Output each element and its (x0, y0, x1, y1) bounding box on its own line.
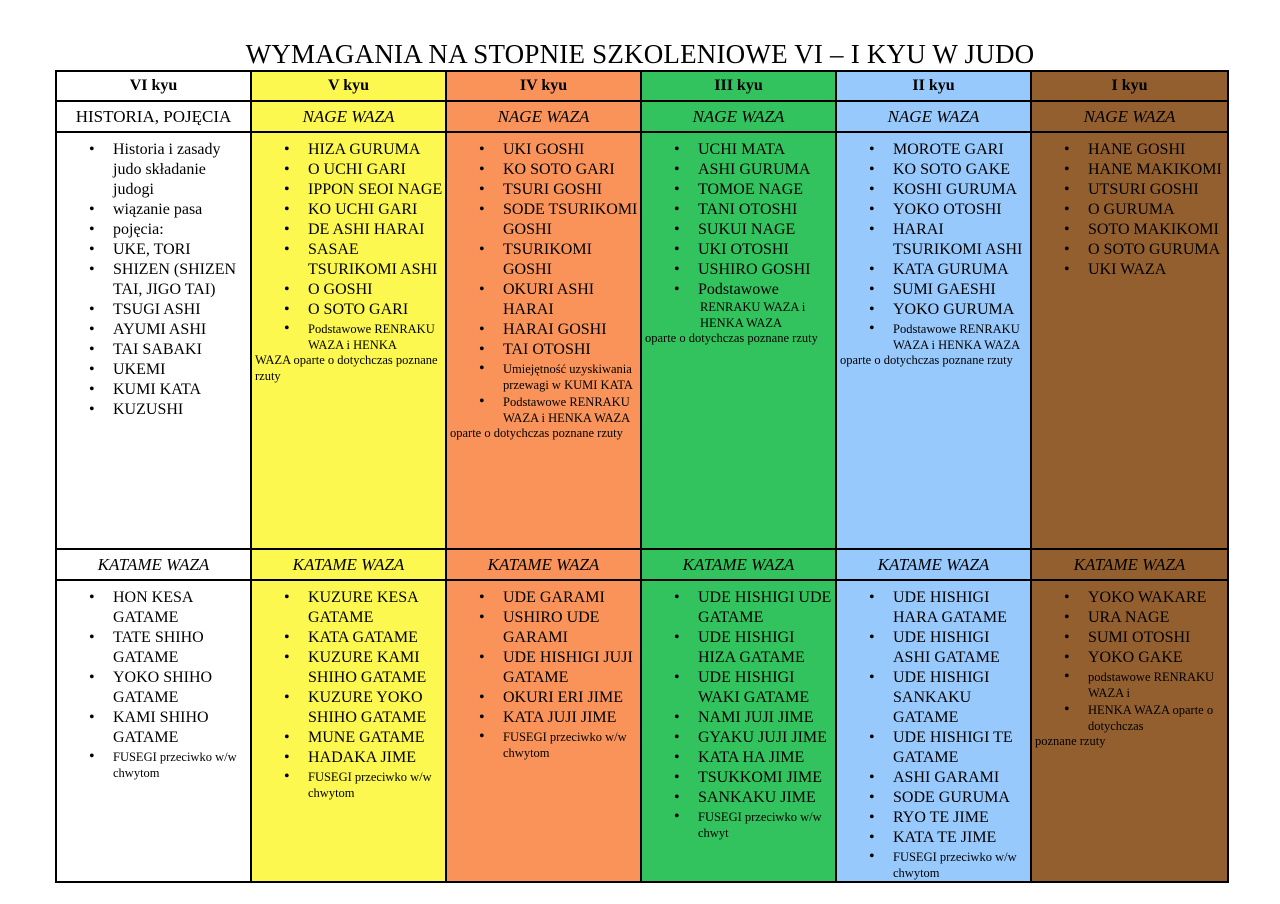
technique-item: • UDE HISHIGI SANKAKU GATAME (893, 668, 1028, 728)
technique-item: • SHIZEN (SHIZEN TAI, JIGO TAI) (113, 260, 248, 300)
note-item: • Umiejętność uzyskiwania przewagi w KUMI KATA (503, 362, 638, 393)
technique-item: • MUNE GATAME (308, 728, 443, 748)
technique-item: • KOSHI GURUMA (893, 180, 1028, 200)
section-title: KATAME WAZA (56, 549, 251, 580)
body-row-katame (56, 580, 1228, 882)
technique-item: • TAI OTOSHI (503, 340, 638, 360)
technique-item: • UCHI MATA (698, 140, 833, 160)
technique-item: • HARAI TSURIKOMI ASHI (893, 220, 1028, 260)
requirements-cell (251, 132, 446, 549)
note-item: • FUSEGI przeciwko w/w chwytom (503, 730, 638, 761)
technique-list (447, 133, 640, 426)
requirements-cell (641, 132, 836, 549)
technique-item: • UKE, TORI (113, 240, 248, 260)
technique-item: • UDE GARAMI (503, 588, 638, 608)
technique-item: • TANI OTOSHI (698, 200, 833, 220)
grade-header: IV kyu (446, 71, 641, 101)
technique-list (57, 133, 250, 420)
note-item: • FUSEGI przeciwko w/w chwyt (698, 810, 833, 841)
technique-item: • KAMI SHIHO GATAME (113, 708, 248, 748)
technique-item: • TSUGI ASHI (113, 300, 248, 320)
technique-item: • MOROTE GARI (893, 140, 1028, 160)
section-title: KATAME WAZA (1031, 549, 1228, 580)
technique-item: • TOMOE NAGE (698, 180, 833, 200)
technique-item: • URA NAGE (1088, 608, 1225, 628)
technique-item: • KO UCHI GARI (308, 200, 443, 220)
technique-item: • YOKO OTOSHI (893, 200, 1028, 220)
note-item: • Podstawowe RENRAKU WAZA i HENKA WAZA (503, 395, 638, 426)
technique-item: • UKI WAZA (1088, 260, 1225, 280)
grade-header: III kyu (641, 71, 836, 101)
requirements-cell (446, 132, 641, 549)
technique-item: • UKI GOSHI (503, 140, 638, 160)
technique-item: • SUKUI NAGE (698, 220, 833, 240)
requirements-cell (251, 580, 446, 882)
technique-item: • ASHI GARAMI (893, 768, 1028, 788)
technique-item: • UDE HISHIGI UDE GATAME (698, 588, 833, 628)
technique-item: • KATA JUJI JIME (503, 708, 638, 728)
requirements-cell (1031, 580, 1228, 882)
grade-header: I kyu (1031, 71, 1228, 101)
technique-item: • HANE MAKIKOMI (1088, 160, 1225, 180)
technique-item: • TATE SHIHO GATAME (113, 628, 248, 668)
section-title: NAGE WAZA (1031, 101, 1228, 132)
requirements-cell (56, 132, 251, 549)
technique-item: • KUZURE KESA GATAME (308, 588, 443, 628)
technique-item: • KATA GURUMA (893, 260, 1028, 280)
note-item: • podstawowe RENRAKU WAZA i (1088, 670, 1225, 701)
requirements-table (55, 70, 1229, 883)
technique-item: • UDE HISHIGI WAKI GATAME (698, 668, 833, 708)
requirements-cell (641, 580, 836, 882)
body-row-nage (56, 132, 1228, 549)
technique-item: • KO SOTO GARI (503, 160, 638, 180)
technique-list (447, 581, 640, 761)
technique-item: • YOKO SHIHO GATAME (113, 668, 248, 708)
note-item: • Podstawowe RENRAKU WAZA i HENKA WAZA (893, 322, 1028, 353)
technique-item: • Podstawowe (698, 280, 833, 300)
technique-item: • USHIRO GOSHI (698, 260, 833, 280)
technique-item: • SOTO MAKIKOMI (1088, 220, 1225, 240)
grade-header: II kyu (836, 71, 1031, 101)
technique-item: • HANE GOSHI (1088, 140, 1225, 160)
note-item: • Podstawowe RENRAKU WAZA i HENKA (308, 322, 443, 353)
page-title: WYMAGANIA NA STOPNIE SZKOLENIOWE VI – I KYU W JUDO (245, 39, 1035, 69)
technique-item: • OKURI ERI JIME (503, 688, 638, 708)
technique-item: • ASHI GURUMA (698, 160, 833, 180)
technique-item: • SASAE TSURIKOMI ASHI (308, 240, 443, 280)
technique-item: • HIZA GURUMA (308, 140, 443, 160)
technique-item: • O SOTO GARI (308, 300, 443, 320)
technique-item: • O SOTO GURUMA (1088, 240, 1225, 260)
requirements-cell (1031, 132, 1228, 549)
technique-item: • TAI SABAKI (113, 340, 248, 360)
note-text: oparte o dotychczas poznane rzuty (840, 353, 1013, 367)
technique-item: • UTSURI GOSHI (1088, 180, 1225, 200)
note-item: • FUSEGI przeciwko w/w chwytom (113, 750, 248, 781)
technique-item: • UKI OTOSHI (698, 240, 833, 260)
technique-item: • SODE GURUMA (893, 788, 1028, 808)
technique-item: • wiązanie pasa (113, 200, 248, 220)
technique-item: • KATA HA JIME (698, 748, 833, 768)
technique-item: • GYAKU JUJI JIME (698, 728, 833, 748)
note-item: • FUSEGI przeciwko w/w chwytom (308, 770, 443, 801)
technique-item: • IPPON SEOI NAGE (308, 180, 443, 200)
technique-list (837, 581, 1030, 881)
technique-list (1032, 581, 1227, 734)
technique-item: • O GURUMA (1088, 200, 1225, 220)
requirements-cell (836, 132, 1031, 549)
technique-item: • KUZUSHI (113, 400, 248, 420)
grade-header: VI kyu (56, 71, 251, 101)
technique-item: • UDE HISHIGI TE GATAME (893, 728, 1028, 768)
technique-item: • RYO TE JIME (893, 808, 1028, 828)
technique-item: • KUZURE YOKO SHIHO GATAME (308, 688, 443, 728)
technique-list (642, 133, 835, 300)
section-title: HISTORIA, POJĘCIA (56, 101, 251, 132)
technique-item: • HADAKA JIME (308, 748, 443, 768)
technique-item: • SUMI GAESHI (893, 280, 1028, 300)
technique-item: • KO SOTO GAKE (893, 160, 1028, 180)
technique-item: • O UCHI GARI (308, 160, 443, 180)
technique-item: • UDE HISHIGI HIZA GATAME (698, 628, 833, 668)
technique-list (837, 133, 1030, 353)
section-title: NAGE WAZA (446, 101, 641, 132)
section-title: KATAME WAZA (836, 549, 1031, 580)
section-title: KATAME WAZA (446, 549, 641, 580)
technique-item: • TSUKKOMI JIME (698, 768, 833, 788)
technique-item: • HON KESA GATAME (113, 588, 248, 628)
technique-item: • USHIRO UDE GARAMI (503, 608, 638, 648)
section-title: KATAME WAZA (641, 549, 836, 580)
technique-item: • Historia i zasady judo składanie judogi (113, 140, 248, 200)
technique-item: • O GOSHI (308, 280, 443, 300)
requirements-cell (56, 580, 251, 882)
technique-item: • OKURI ASHI HARAI (503, 280, 638, 320)
technique-list (252, 133, 445, 353)
note-item: • FUSEGI przeciwko w/w chwytom (893, 850, 1028, 881)
technique-item: • TSURI GOSHI (503, 180, 638, 200)
technique-item: • KATA TE JIME (893, 828, 1028, 848)
section-title: NAGE WAZA (836, 101, 1031, 132)
technique-item: • UDE HISHIGI ASHI GATAME (893, 628, 1028, 668)
technique-item: • NAMI JUJI JIME (698, 708, 833, 728)
requirements-cell (836, 580, 1031, 882)
technique-item: • pojęcia: (113, 220, 248, 240)
technique-item: • UKEMI (113, 360, 248, 380)
technique-item: • YOKO WAKARE (1088, 588, 1225, 608)
technique-item: • YOKO GURUMA (893, 300, 1028, 320)
technique-item: • YOKO GAKE (1088, 648, 1225, 668)
section-title: NAGE WAZA (251, 101, 446, 132)
note-text: poznane rzuty (1035, 734, 1106, 748)
technique-item: • TSURIKOMI GOSHI (503, 240, 638, 280)
requirements-cell (446, 580, 641, 882)
technique-item: • KATA GATAME (308, 628, 443, 648)
note-text: oparte o dotychczas poznane rzuty (450, 426, 623, 440)
technique-item: • UDE HISHIGI HARA GATAME (893, 588, 1028, 628)
technique-item: • HARAI GOSHI (503, 320, 638, 340)
technique-item: • SODE TSURIKOMI GOSHI (503, 200, 638, 240)
technique-item: • KUZURE KAMI SHIHO GATAME (308, 648, 443, 688)
technique-item: • DE ASHI HARAI (308, 220, 443, 240)
note-text: oparte o dotychczas poznane rzuty (645, 331, 818, 345)
section-row-katame (56, 549, 1228, 580)
header-row (56, 71, 1228, 101)
technique-item: • SANKAKU JIME (698, 788, 833, 808)
section-row-nage (56, 101, 1228, 132)
note-text: WAZA oparte o dotychczas poznane rzuty (255, 353, 438, 383)
grade-header: V kyu (251, 71, 446, 101)
technique-item: • UDE HISHIGI JUJI GATAME (503, 648, 638, 688)
technique-list (642, 581, 835, 841)
technique-item: • AYUMI ASHI (113, 320, 248, 340)
technique-list (1032, 133, 1227, 280)
section-title: KATAME WAZA (251, 549, 446, 580)
technique-item: • SUMI OTOSHI (1088, 628, 1225, 648)
technique-list (57, 581, 250, 781)
note-item: • HENKA WAZA oparte o dotychczas (1088, 703, 1225, 734)
technique-list (252, 581, 445, 801)
section-title: NAGE WAZA (641, 101, 836, 132)
technique-item: • KUMI KATA (113, 380, 248, 400)
note-text: RENRAKU WAZA i HENKA WAZA (700, 300, 806, 330)
